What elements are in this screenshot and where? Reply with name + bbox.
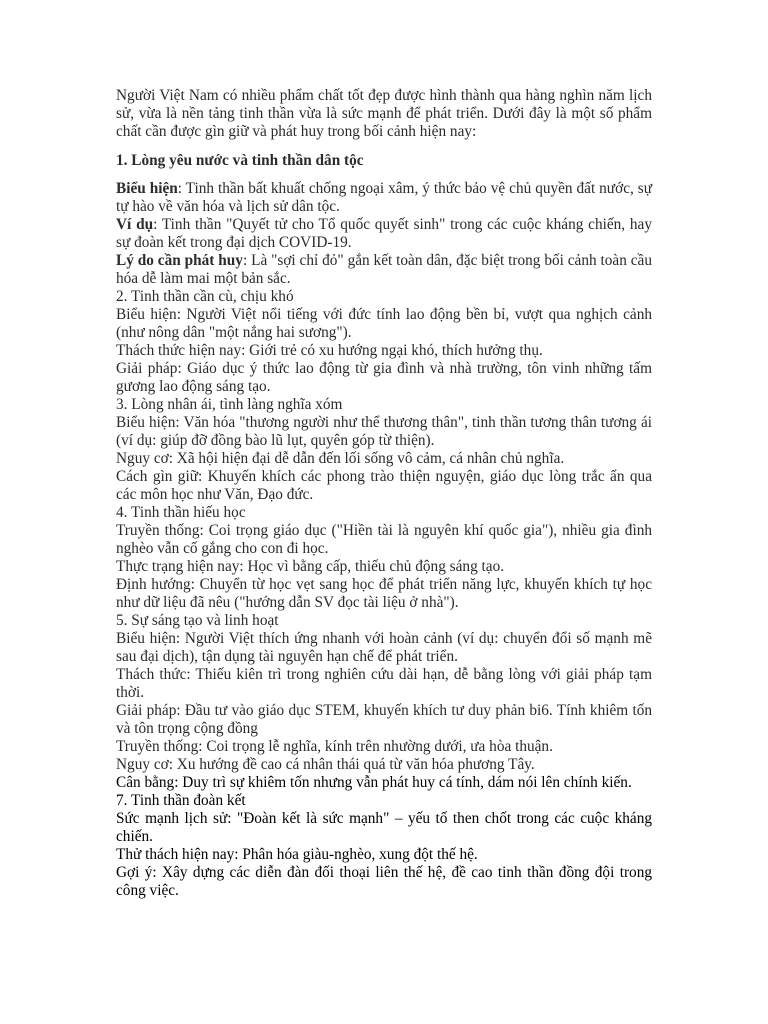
section-2-line: Thách thức hiện nay: Giới trẻ có xu hướng ngại khó, thích hưởng thụ.: [116, 342, 543, 359]
ly-do-label: Lý do cần phát huy: [116, 252, 243, 269]
section-6-line: Cân bằng: Duy trì sự khiêm tốn nhưng vẫn phát huy cá tính, dám nói lên chính kiến.: [116, 774, 632, 791]
document-body: [116, 87, 652, 900]
section-2-line: Biểu hiện: Người Việt nổi tiếng với đức tính lao động bền bỉ, vượt qua nghịch cảnh (như nông dân "một nắng hai sương").: [116, 306, 652, 341]
section-4-heading: 4. Tinh thần hiếu học: [116, 504, 246, 521]
section-5-heading: 5. Sự sáng tạo và linh hoạt: [116, 612, 279, 629]
bieu-hien-text: : Tinh thần bất khuất chống ngoại xâm, ý thức bảo vệ chủ quyền đất nước, sự tự hào về văn hóa và lịch sử dân tộc.: [116, 180, 652, 215]
section-3-line: Nguy cơ: Xã hội hiện đại dễ dẫn đến lối sống vô cảm, cá nhân chủ nghĩa.: [116, 450, 565, 467]
section-7-heading: 7. Tinh thần đoàn kết: [116, 792, 246, 809]
section-6-line: Nguy cơ: Xu hướng đề cao cá nhân thái quá từ văn hóa phương Tây.: [116, 756, 535, 773]
section-7-line: Thử thách hiện nay: Phân hóa giàu-nghèo, xung đột thế hệ.: [116, 846, 478, 863]
section-2-heading: 2. Tinh thần cần cù, chịu khó: [116, 288, 294, 305]
section-3-line: Cách gìn giữ: Khuyến khích các phong trào thiện nguyện, giáo dục lòng trắc ẩn qua các môn học như Văn, Đạo đức.: [116, 468, 652, 503]
section-1-bieu-hien: [116, 180, 652, 216]
ly-do-text: : Là "sợi chỉ đỏ" gắn kết toàn dân, đặc biệt trong bối cảnh toàn cầu hóa dễ làm mai một bản sắc.: [116, 252, 652, 287]
section-5-line: Biểu hiện: Người Việt thích ứng nhanh với hoàn cảnh (ví dụ: chuyển đổi số mạnh mẽ sau đại dịch), tận dụng tài nguyên hạn chế để phát triển.: [116, 630, 652, 665]
section-7-line: Sức mạnh lịch sử: "Đoàn kết là sức mạnh" – yếu tố then chốt trong các cuộc kháng chiến.: [116, 810, 652, 845]
bieu-hien-label: Biểu hiện: [116, 180, 178, 197]
section-1-heading: 1. Lòng yêu nước và tinh thần dân tộc: [116, 152, 364, 169]
section-5-line: Thách thức: Thiếu kiên trì trong nghiên cứu dài hạn, dễ bằng lòng với giải pháp tạm thời.: [116, 666, 652, 701]
section-3-line: Biểu hiện: Văn hóa "thương người như thể thương thân", tinh thần tương thân tương ái (ví dụ: giúp đỡ đồng bào lũ lụt, quyên góp từ thiện).: [116, 414, 652, 449]
intro-paragraph: Người Việt Nam có nhiều phẩm chất tốt đẹp được hình thành qua hàng nghìn năm lịch sử, vừa là nền tảng tinh thần vừa là sức mạnh để phát triển. Dưới đây là một số phẩm chất cần được gìn giữ và phát huy trong bối cảnh hiện nay:: [116, 87, 652, 140]
section-2-line: Giải pháp: Giáo dục ý thức lao động từ gia đình và nhà trường, tôn vinh những tấm gương lao động sáng tạo.: [116, 360, 652, 395]
section-1-vi-du: [116, 216, 652, 252]
vi-du-label: Ví dụ: [116, 216, 154, 233]
section-7-line: Gợi ý: Xây dựng các diễn đàn đối thoại liên thế hệ, đề cao tinh thần đồng đội trong công việc.: [116, 864, 652, 899]
section-5-line: Giải pháp: Đầu tư vào giáo dục STEM, khuyến khích tư duy phản bi6. Tính khiêm tốn và tôn trọng cộng đồng: [116, 702, 652, 737]
section-4-line: Thực trạng hiện nay: Học vì bằng cấp, thiếu chủ động sáng tạo.: [116, 558, 505, 575]
section-3-heading: 3. Lòng nhân ái, tình làng nghĩa xóm: [116, 396, 343, 413]
section-4-line: Định hướng: Chuyển từ học vẹt sang học để phát triển năng lực, khuyến khích tự học như dữ liệu đã nêu ("hướng dẫn SV đọc tài liệu ở nhà").: [116, 576, 652, 611]
vi-du-text: : Tinh thần "Quyết tử cho Tổ quốc quyết sinh" trong các cuộc kháng chiến, hay sự đoàn kết trong đại dịch COVID-19.: [116, 216, 652, 251]
section-6-line: Truyền thống: Coi trọng lễ nghĩa, kính trên nhường dưới, ưa hòa thuận.: [116, 738, 553, 755]
section-4-line: Truyền thống: Coi trọng giáo dục ("Hiền tài là nguyên khí quốc gia"), nhiều gia đình nghèo vẫn cố gắng cho con đi học.: [116, 522, 652, 557]
section-1-ly-do: [116, 252, 652, 288]
